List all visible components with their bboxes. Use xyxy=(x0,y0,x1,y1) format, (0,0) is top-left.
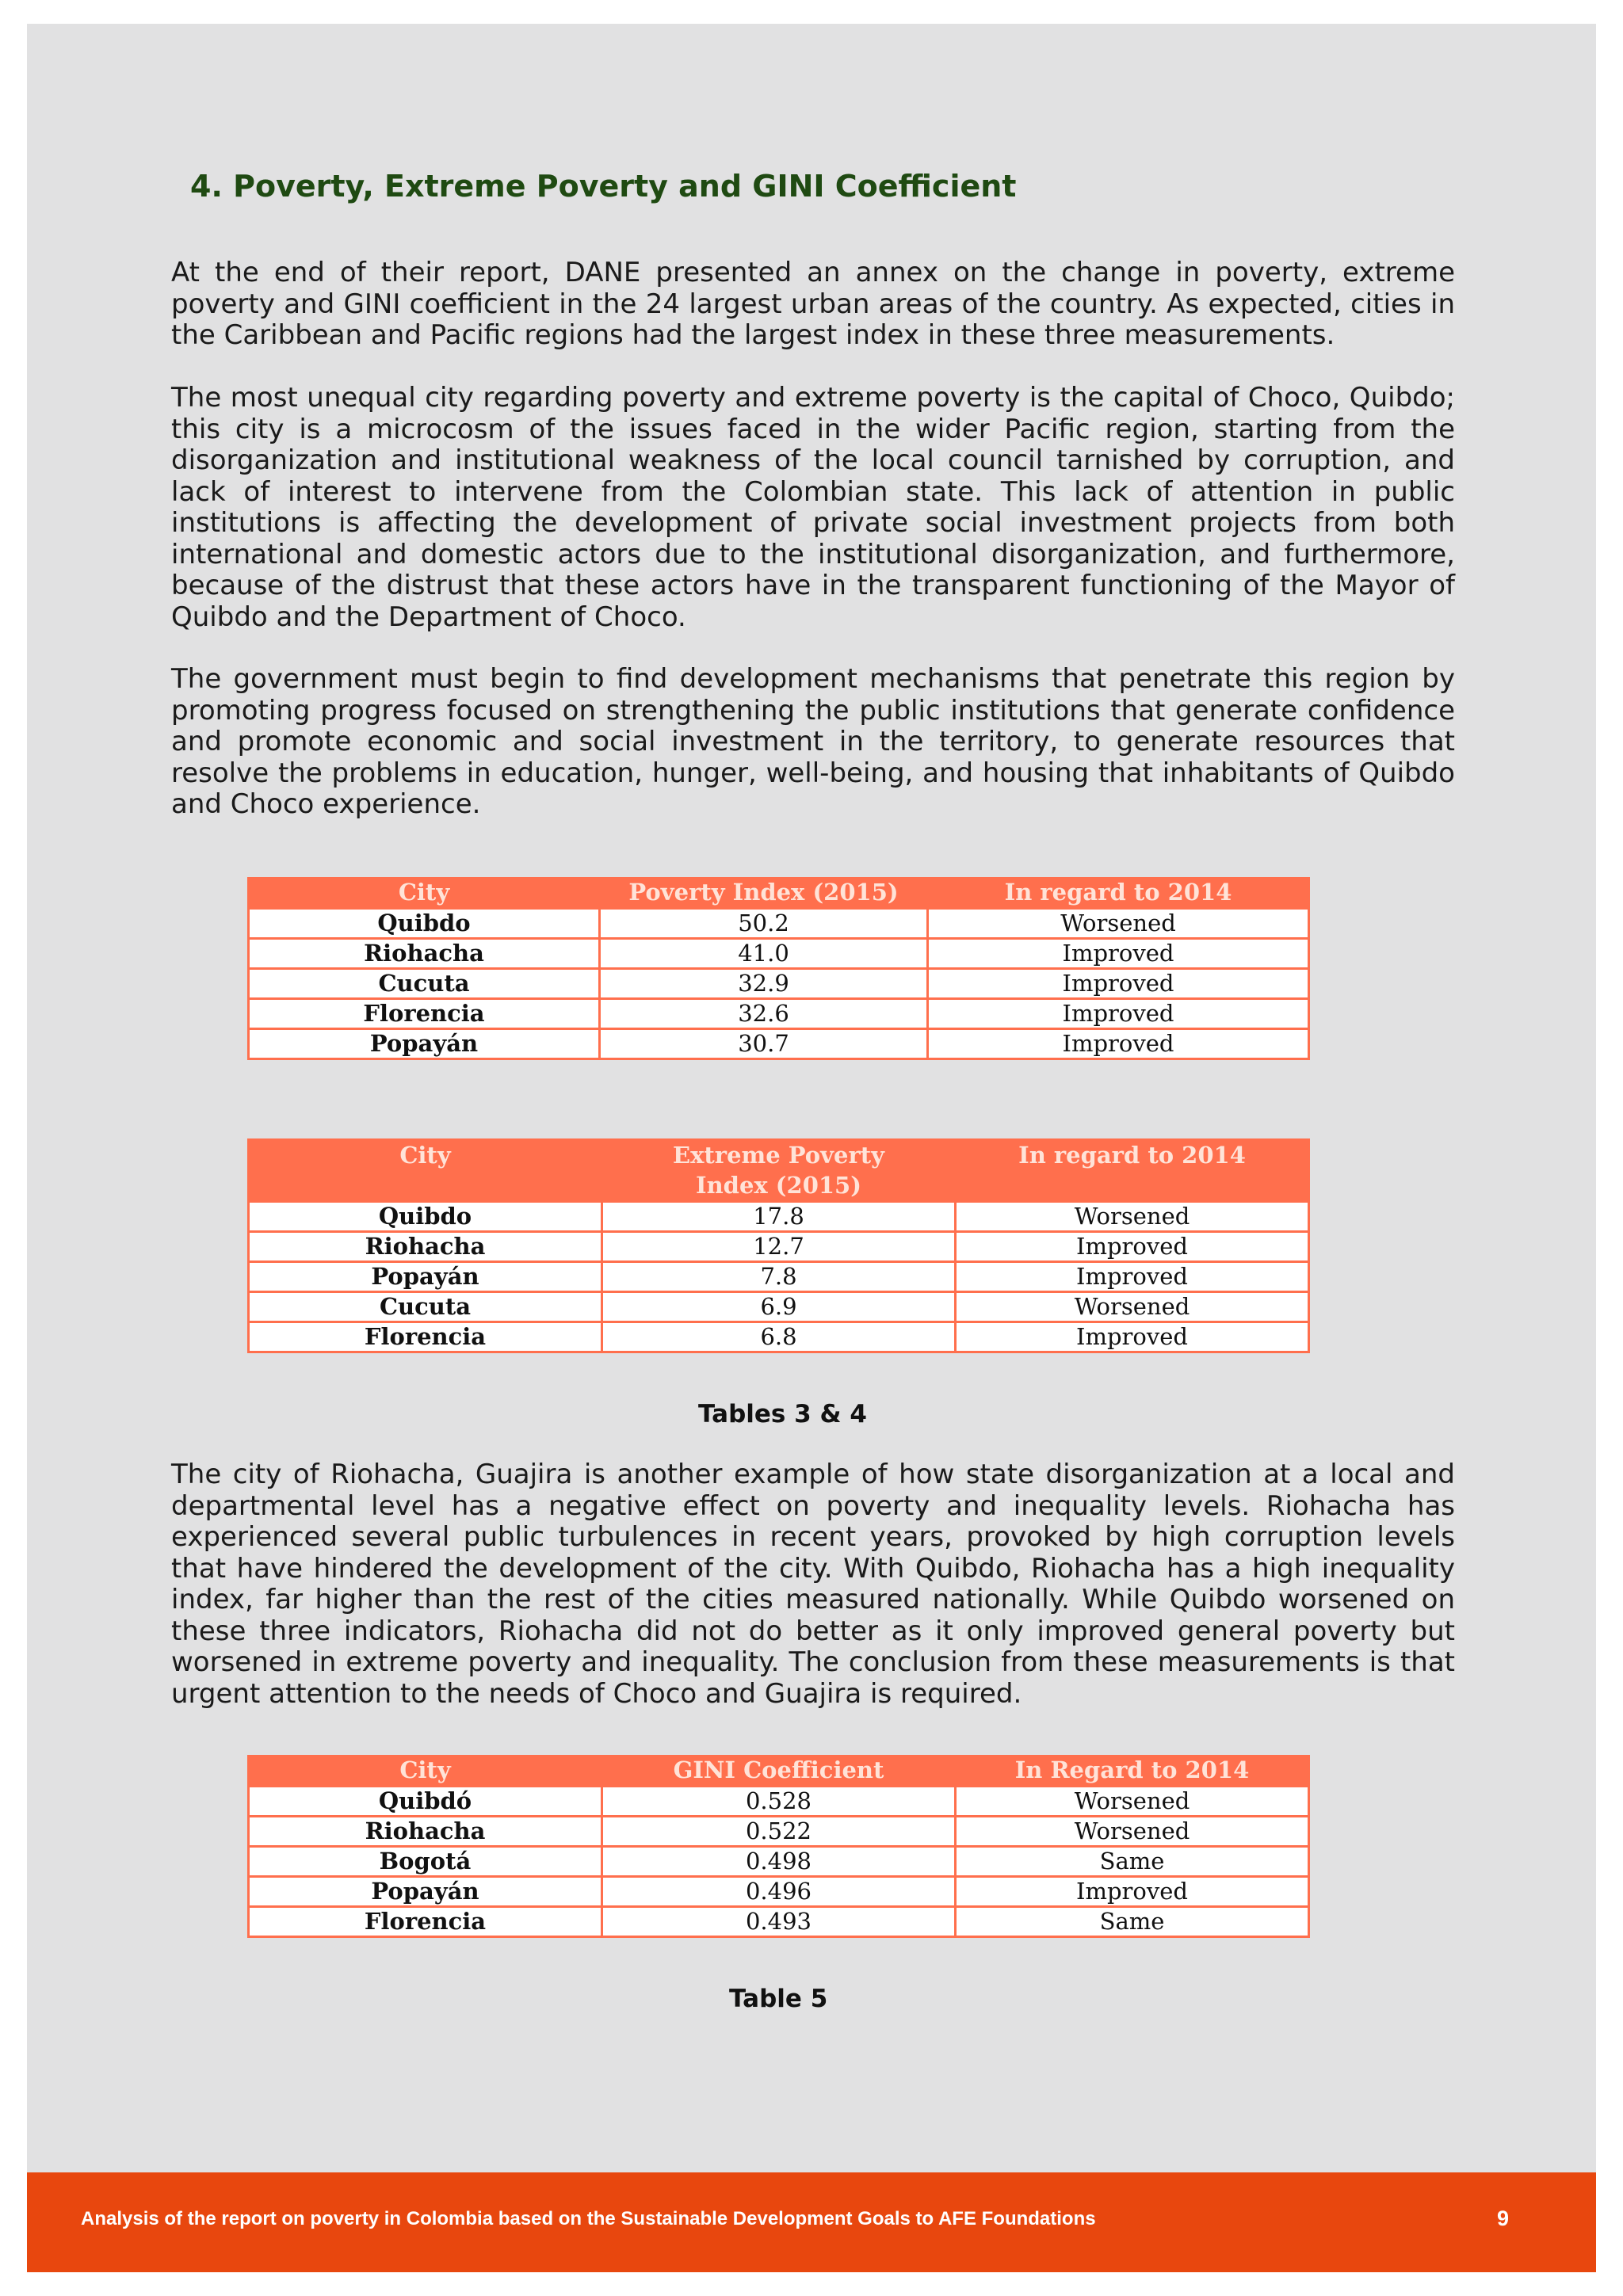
value-cell: 50.2 xyxy=(600,909,928,939)
paragraph-quibdo: The most unequal city regarding poverty and extreme poverty is the capital of Choco, Quibdo; this city is a microcosm of the issues faced in the wider Pacific region, starting from the disorganization and institutional weakness of the local council tarnished by corruption, and lack of interest to intervene from the Colombian state. This lack of attention in public institutions is affecting the development of private social investment projects from both international and domestic actors due to the institutional disorganization, and furthermore, because of the distrust that these actors have in the transparent functioning of the Mayor of Quibdo and the Department of Choco. xyxy=(171,382,1455,633)
city-cell: Quibdo xyxy=(249,1202,602,1232)
footer-title: Analysis of the report on poverty in Colombia based on the Sustainable Development Goals to AFE Foundations xyxy=(81,2208,1096,2229)
paragraph-riohacha: The city of Riohacha, Guajira is another example of how state disorganization at a local and departmental level has a negative effect on poverty and inequality levels. Riohacha has experienced several public turbulences in recent years, provoked by high corruption levels that have hindered the development of the city. With Quibdo, Riohacha has a high inequality index, far higher than the rest of the cities measured nationally. While Quibdo worsened on these three indicators, Riohacha did not do better as it only improved general poverty but worsened in extreme poverty and inequality. The conclusion from these measurements is that urgent attention to the needs of Choco and Guajira is required. xyxy=(171,1459,1455,1710)
paragraph-intro: At the end of their report, DANE presented an annex on the change in poverty, extreme poverty and GINI coefficient in the 24 largest urban areas of the country. As expected, cities in the Caribbean and Pacific regions had the largest index in these three measurements. xyxy=(171,257,1455,351)
trend-cell: Improved xyxy=(928,969,1309,999)
trend-cell: Same xyxy=(956,1847,1309,1877)
column-header-extreme-poverty-index: Extreme Poverty Index (2015) xyxy=(602,1138,956,1202)
trend-cell: Worsened xyxy=(956,1817,1309,1847)
value-cell: 0.496 xyxy=(602,1877,956,1907)
caption-table-5: Table 5 xyxy=(729,1985,828,2013)
table-row xyxy=(249,1262,1309,1292)
value-cell: 6.9 xyxy=(602,1292,956,1322)
value-cell: 32.6 xyxy=(600,999,928,1029)
trend-cell: Worsened xyxy=(956,1202,1309,1232)
city-cell: Florencia xyxy=(249,1907,602,1937)
value-cell: 0.522 xyxy=(602,1817,956,1847)
city-cell: Bogotá xyxy=(249,1847,602,1877)
column-header-city: City xyxy=(249,1138,602,1202)
trend-cell: Worsened xyxy=(928,909,1309,939)
table-header-row xyxy=(249,1755,1309,1787)
city-cell: Popayán xyxy=(249,1262,602,1292)
city-cell: Popayán xyxy=(249,1029,600,1059)
trend-cell: Improved xyxy=(956,1322,1309,1352)
value-cell: 0.528 xyxy=(602,1787,956,1817)
table-row xyxy=(249,1847,1309,1877)
table-row xyxy=(249,969,1309,999)
city-cell: Cucuta xyxy=(249,969,600,999)
trend-cell: Same xyxy=(956,1907,1309,1937)
column-header-regard-2014: In Regard to 2014 xyxy=(956,1755,1309,1787)
value-cell: 0.498 xyxy=(602,1847,956,1877)
city-cell: Quibdó xyxy=(249,1787,602,1817)
table-row xyxy=(249,999,1309,1029)
city-cell: Florencia xyxy=(249,1322,602,1352)
city-cell: Popayán xyxy=(249,1877,602,1907)
table-row xyxy=(249,1292,1309,1322)
table-row xyxy=(249,1907,1309,1937)
page-number: 9 xyxy=(1496,2206,1509,2230)
gini-coefficient-table xyxy=(247,1755,1310,1938)
city-cell: Quibdo xyxy=(249,909,600,939)
trend-cell: Improved xyxy=(928,939,1309,969)
trend-cell: Improved xyxy=(956,1232,1309,1262)
value-cell: 41.0 xyxy=(600,939,928,969)
paragraph-government: The government must begin to find development mechanisms that penetrate this region by promoting progress focused on strengthening the public institutions that generate confidence and promote economic and social investment in the territory, to generate resources that resolve the problems in education, hunger, well-being, and housing that inhabitants of Quibdo and Choco experience. xyxy=(171,663,1455,820)
trend-cell: Improved xyxy=(928,999,1309,1029)
value-cell: 7.8 xyxy=(602,1262,956,1292)
trend-cell: Worsened xyxy=(956,1787,1309,1817)
value-cell: 30.7 xyxy=(600,1029,928,1059)
table-header-row xyxy=(249,877,1309,909)
extreme-poverty-table xyxy=(247,1138,1310,1353)
trend-cell: Improved xyxy=(956,1877,1309,1907)
poverty-index-table xyxy=(247,877,1310,1060)
table-row xyxy=(249,1202,1309,1232)
trend-cell: Improved xyxy=(956,1262,1309,1292)
caption-tables-3-4: Tables 3 & 4 xyxy=(698,1400,867,1428)
city-cell: Riohacha xyxy=(249,1817,602,1847)
table-row xyxy=(249,909,1309,939)
value-cell: 32.9 xyxy=(600,969,928,999)
table-row xyxy=(249,1322,1309,1352)
table-row xyxy=(249,1877,1309,1907)
trend-cell: Worsened xyxy=(956,1292,1309,1322)
value-cell: 12.7 xyxy=(602,1232,956,1262)
section-heading: 4. Poverty, Extreme Poverty and GINI Coefficient xyxy=(190,169,1017,204)
column-header-city: City xyxy=(249,877,600,909)
value-cell: 17.8 xyxy=(602,1202,956,1232)
city-cell: Riohacha xyxy=(249,939,600,969)
column-header-city: City xyxy=(249,1755,602,1787)
column-header-gini: GINI Coefficient xyxy=(602,1755,956,1787)
table-row xyxy=(249,1787,1309,1817)
column-header-regard-2014: In regard to 2014 xyxy=(956,1138,1309,1202)
value-cell: 6.8 xyxy=(602,1322,956,1352)
table-header-row xyxy=(249,1138,1309,1202)
column-header-poverty-index: Poverty Index (2015) xyxy=(600,877,928,909)
table-row xyxy=(249,1817,1309,1847)
city-cell: Cucuta xyxy=(249,1292,602,1322)
city-cell: Riohacha xyxy=(249,1232,602,1262)
trend-cell: Improved xyxy=(928,1029,1309,1059)
city-cell: Florencia xyxy=(249,999,600,1029)
table-row xyxy=(249,1029,1309,1059)
table-row xyxy=(249,1232,1309,1262)
value-cell: 0.493 xyxy=(602,1907,956,1937)
column-header-regard-2014: In regard to 2014 xyxy=(928,877,1309,909)
table-row xyxy=(249,939,1309,969)
footer-bar xyxy=(27,2172,1596,2272)
